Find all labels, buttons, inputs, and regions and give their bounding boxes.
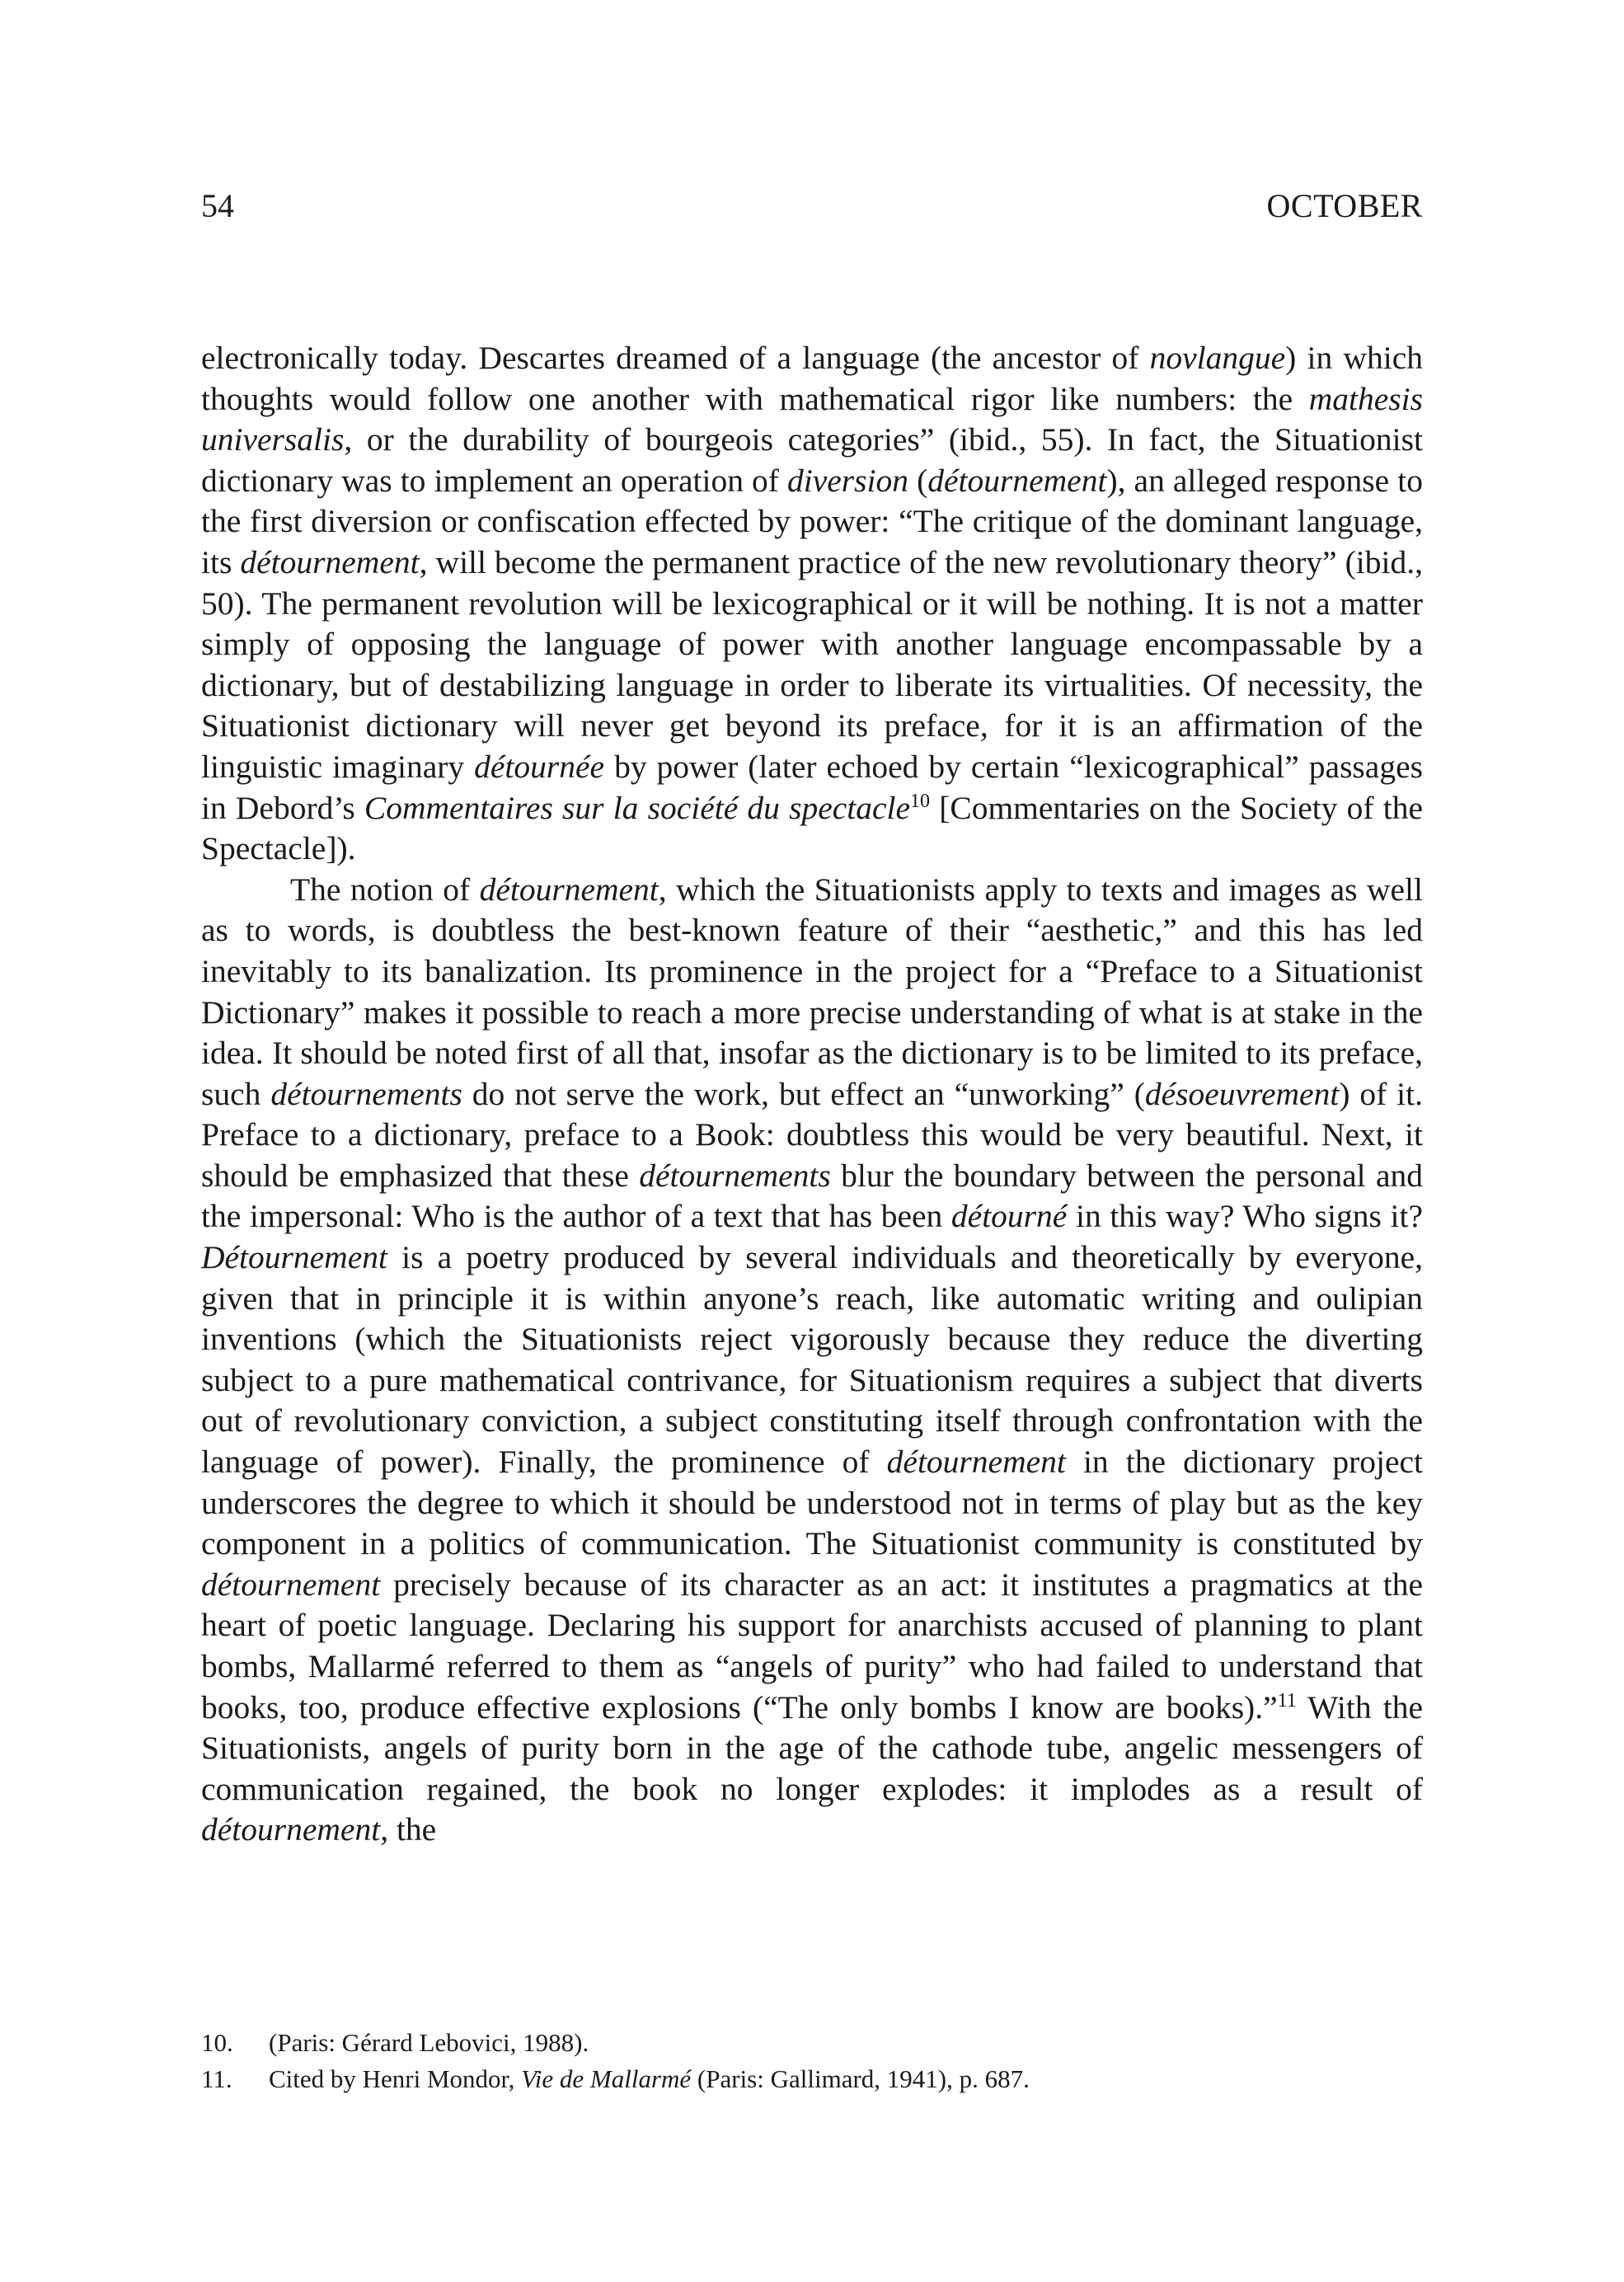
- italic-term: détournement: [886, 1444, 1066, 1481]
- italic-title: Vie de Mallarmé: [521, 2064, 692, 2093]
- footnote-ref-10[interactable]: 10: [910, 790, 931, 812]
- italic-term: détournement: [479, 871, 659, 908]
- footnote-number: 11.: [201, 2064, 232, 2093]
- footnote-text: Cited by Henri Mondor, Vie de Mallarmé (Paris: Gallimard, 1941), p. 687.: [269, 2064, 1030, 2093]
- body-text: [201, 338, 1423, 1851]
- footnote-11: [201, 2061, 1423, 2097]
- italic-term: détournement: [201, 1566, 381, 1603]
- italic-term: diversion: [787, 462, 909, 499]
- running-head: [201, 183, 1423, 229]
- italic-term: novlangue: [1149, 340, 1286, 376]
- italic-term: détourné: [950, 1198, 1068, 1235]
- journal-title: OCTOBER: [1266, 187, 1423, 224]
- italic-title: Commentaires sur la société du spectacle: [364, 789, 911, 826]
- italic-term: détournement: [927, 462, 1107, 499]
- italic-term: détournement: [240, 543, 420, 580]
- italic-term: détournements: [639, 1157, 831, 1194]
- italic-term: désoeuvrement: [1144, 1075, 1340, 1112]
- paragraph-2: The notion of détournement, which the Situationists apply to texts and images as well as to words, is doubtless the best-known feature of their “aesthetic,” and this has led inevitably to its banalization. Its prominence in the project for a “Preface to a Situationist Dictionary” makes it possible to reach a more precise understanding of what is at stake in the idea. It should be noted first of all that, insofar as the dictionary is to be limited to its preface, such détournements do not serve the work, but effect an “unworking” (désoeuvrement) of it. Preface to a dictionary, preface to a Book: doubtless this would be very beautiful. Next, it should be emphasized that these détournements blur the boundary between the personal and the impersonal: Who is the author of a text that has been détourné in this way? Who signs it? Détournement is a poetry produced by several individuals and theoretically by everyone, given that in principle it is within anyone’s reach, like automatic writing and oulipian inventions (which the Situationists reject vigorously because they reduce the diverting subject to a pure mathematical contrivance, for Situationism requires a subject that diverts out of revolutionary conviction, a subject constituting itself through confrontation with the language of power). Finally, the prominence of détournement in the dictionary project underscores the degree to which it should be understood not in terms of play but as the key component in a politics of communication. The Situationist community is constituted by détournement precisely because of its character as an act: it institutes a pragmatics at the heart of poetic language. Declaring his support for anarchists accused of planning to plant bombs, Mallarmé referred to them as “angels of purity” who had failed to understand that books, too, produce effective explosions (“The only bombs I know are books).”$^{11}$ With the Situationists, angels of purity born in the age of the cathode tube, angelic messengers of communication regained, the book no longer explodes: it implodes as a result of détournement, the: [201, 871, 1424, 1848]
- page-number: 54: [201, 187, 234, 224]
- footnotes: [201, 2025, 1423, 2097]
- footnote-text: (Paris: Gérard Lebovici, 1988).: [269, 2028, 589, 2057]
- italic-term: détournement: [201, 1811, 381, 1848]
- footnote-ref-11[interactable]: 11: [1277, 1689, 1297, 1712]
- italic-term: détournée: [474, 748, 605, 785]
- footnote-number: 10.: [201, 2028, 233, 2057]
- paragraph-1: electronically today. Descartes dreamed of a language (the ancestor of novlangue) in which thoughts would follow one another with mathematical rigor like numbers: the mathesis universalis, or the durability of bourgeois categories” (ibid., 55). In fact, the Situationist dictionary was to implement an operation of diversion (détournement), an alleged response to the first diversion or confiscation effected by power: “The critique of the dominant language, its détournement, will become the permanent practice of the new revolutionary theory” (ibid., 50). The permanent revolution will be lexicographical or it will be nothing. It is not a matter simply of opposing the language of power with another language encompassable by a dictionary, but of destabilizing language in order to liberate its virtualities. Of necessity, the Situationist dictionary will never get beyond its preface, for it is an affirmation of the linguistic imaginary détournée by power (later echoed by certain “lexicographical” passages in Debord’s Commentaires sur la société du spectacle$^{10}$ [Commentaries on the Society of the Spectacle]).: [201, 340, 1423, 867]
- italic-term: Détournement: [201, 1239, 387, 1276]
- italic-term: détournements: [270, 1075, 462, 1112]
- italic-term: mathesis universalis: [201, 380, 1423, 458]
- footnote-10: [201, 2025, 1423, 2061]
